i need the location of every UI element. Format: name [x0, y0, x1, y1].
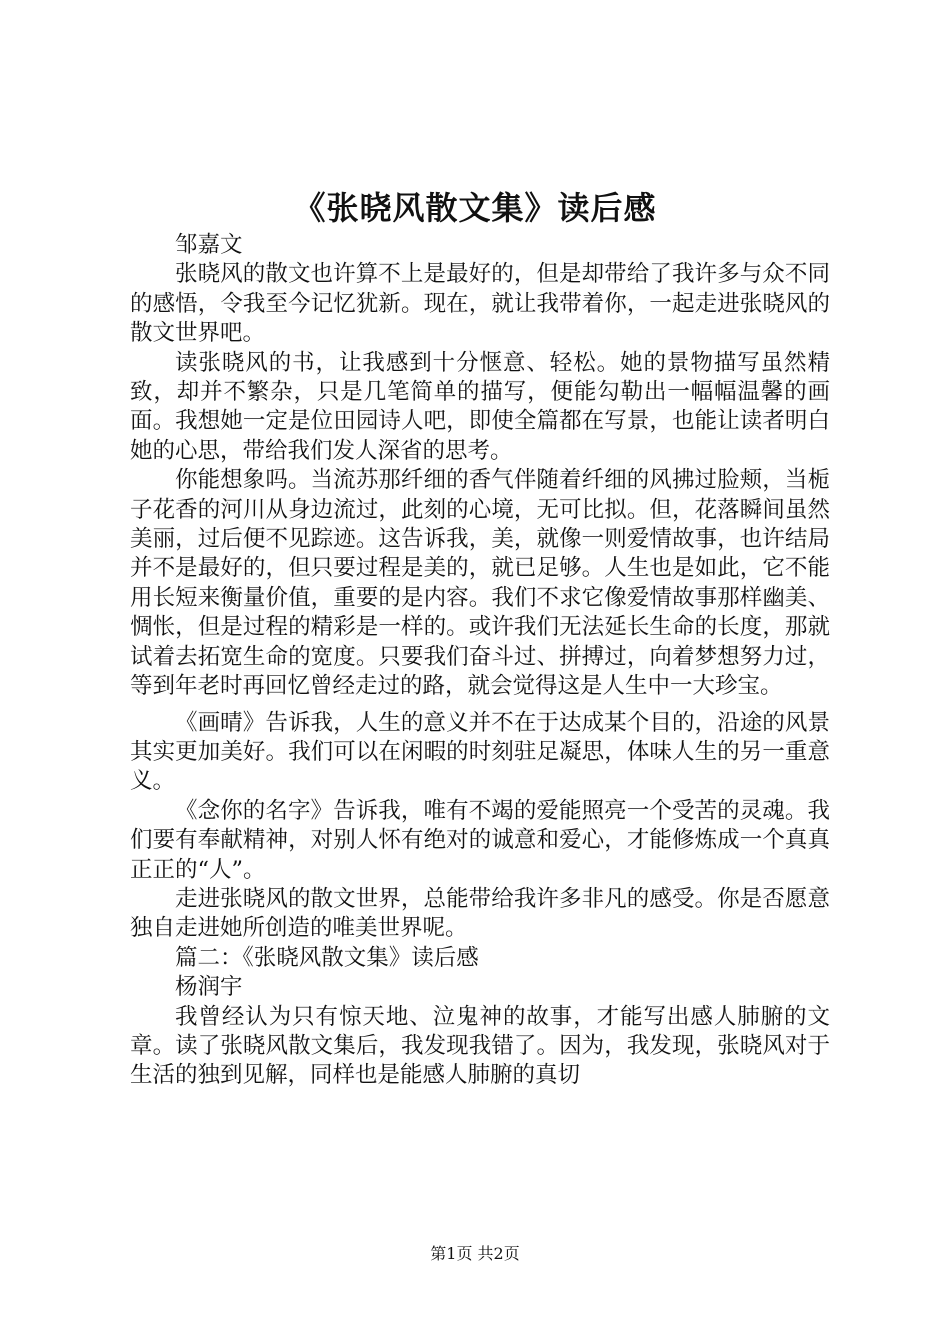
paragraph: 走进张晓风的散文世界，总能带给我许多非凡的感受。你是否愿意独自走进她所创造的唯美世界呢。: [130, 885, 830, 942]
page-footer: 第1页 共2页: [430, 1244, 520, 1263]
paragraph: 我曾经认为只有惊天地、泣鬼神的故事，才能写出感人肺腑的文章。读了张晓风散文集后，我发现我错了。因为，我发现，张晓风对于生活的独到见解，同样也是能感人肺腑的真切: [130, 1003, 830, 1089]
paragraph: 《画晴》告诉我，人生的意义并不在于达成某个目的，沿途的风景其实更加美好。我们可以在闲暇的时刻驻足凝思，体味人生的另一重意义。: [130, 709, 830, 795]
document-body: [130, 231, 830, 1091]
author-line: 邹嘉文: [175, 232, 243, 258]
paragraph-gap: [130, 702, 830, 709]
paragraph: 张晓风的散文也许算不上是最好的，但是却带给了我许多与众不同的感悟，令我至今记忆犹新。现在，就让我带着你，一起走进张晓风的散文世界吧。: [130, 261, 830, 347]
section-heading: 篇二：《张晓风散文集》读后感: [175, 944, 479, 971]
paragraph: 你能想象吗。当流苏那纤细的香气伴随着纤细的风拂过脸颊，当栀子花香的河川从身边流过，此刻的心境，无可比拟。但，花落瞬间虽然美丽，过后便不见踪迹。这告诉我，美，就像一则爱情故事，也许结局并不是最好的，但只要过程是美的，就已足够。人生也是如此，它不能用长短来衡量价值，重要的是内容。我们不求它像爱情故事那样幽美、惆怅，但是过程的精彩是一样的。或许我们无法延长生命的长度，那就试着去拓宽生命的宽度。只要我们奋斗过、拼搏过，向着梦想努力过，等到年老时再回忆曾经走过的路，就会觉得这是人生中一大珍宝。: [130, 467, 830, 700]
author-line: 杨润宇: [175, 974, 243, 1001]
paragraph: 《念你的名字》告诉我，唯有不竭的爱能照亮一个受苦的灵魂。我们要有奉献精神，对别人怀有绝对的诚意和爱心，才能修炼成一个真真正正的“人”。: [130, 797, 830, 883]
document-title: 《张晓风散文集》读后感: [293, 189, 657, 227]
paragraph: 读张晓风的书，让我感到十分惬意、轻松。她的景物描写虽然精致，却并不繁杂，只是几笔简单的描写，便能勾勒出一幅幅温馨的画面。我想她一定是位田园诗人吧，即使全篇都在写景，也能让读者明白她的心思，带给我们发人深省的思考。: [130, 349, 830, 464]
